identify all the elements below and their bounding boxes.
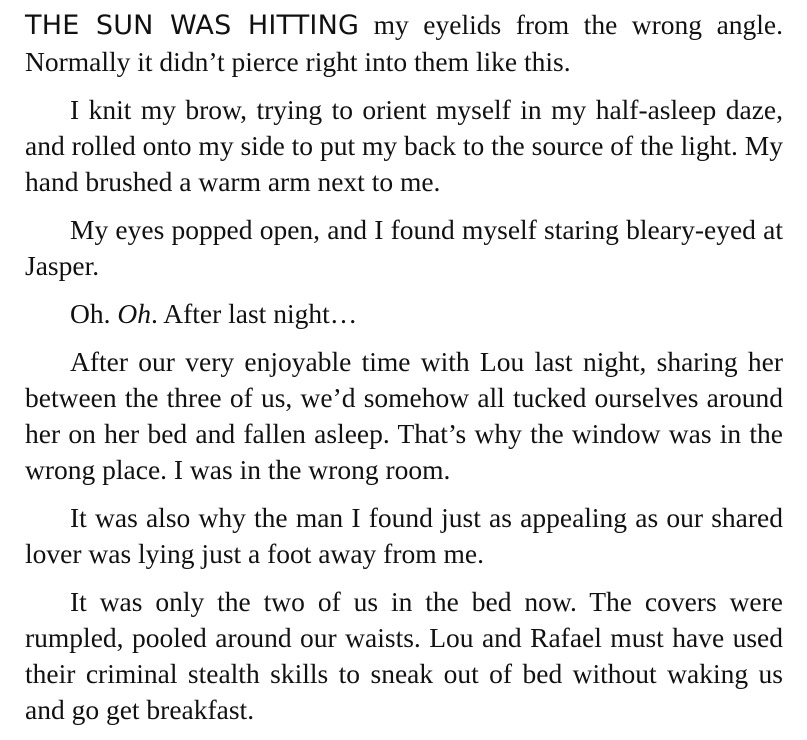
paragraph-text: . After last night… <box>151 298 358 329</box>
paragraph-opening <box>25 7 783 80</box>
paragraph-with-emphasis <box>25 296 783 332</box>
small-caps-lead-in: THE SUN WAS HITTING <box>25 10 360 41</box>
paragraph: It was only the two of us in the bed now. The covers were rumpled, pooled around our waists. Lou and Rafael must have used their criminal stealth skills to sneak out of bed without waking us and go get breakfast. <box>25 586 783 725</box>
book-page <box>25 7 783 740</box>
paragraph-text: Oh. <box>70 298 118 329</box>
paragraph-text: my eyelids from the wrong angle. Normally it didn’t pierce right into them like this. <box>25 9 783 77</box>
paragraph: It was also why the man I found just as appealing as our shared lover was lying just a foot away from me. <box>25 502 783 569</box>
paragraph: I knit my brow, trying to orient myself in my half-asleep daze, and rolled onto my side to put my back to the source of the light. My hand brushed a warm arm next to me. <box>25 94 783 197</box>
paragraph: My eyes popped open, and I found myself staring bleary-eyed at Jasper. <box>25 214 783 281</box>
italic-emphasis: Oh <box>117 298 151 329</box>
paragraph: After our very enjoyable time with Lou last night, sharing her between the three of us, we’d somehow all tucked ourselves around her on her bed and fallen asleep. That’s why the window was in the wrong place. I was in the wrong room. <box>25 346 783 485</box>
